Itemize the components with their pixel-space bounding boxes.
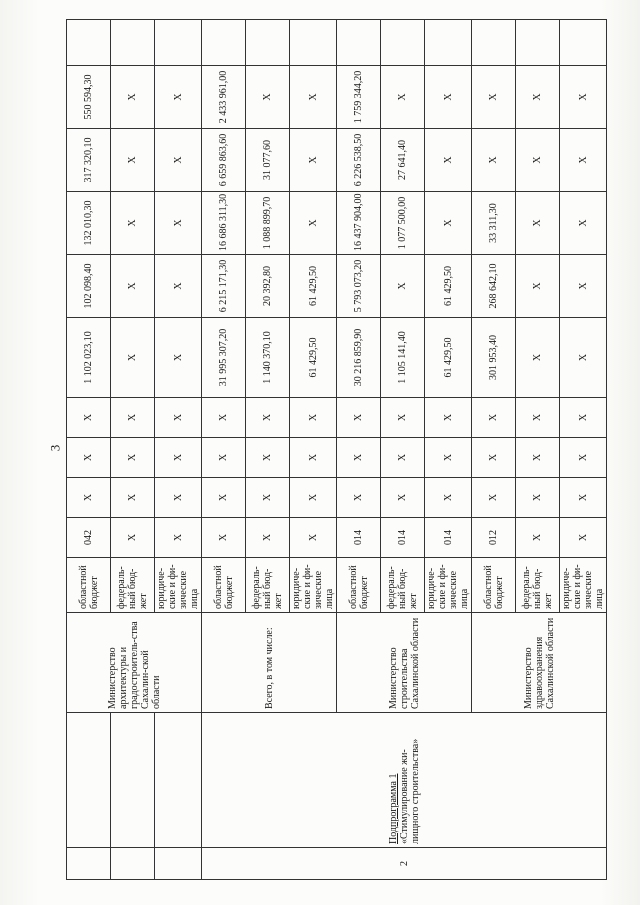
code-cell: Х (155, 518, 202, 558)
source-cell: юридиче-ские и фи-зические лица (290, 558, 337, 613)
code-cell: 014 (425, 518, 472, 558)
year-cell: Х (381, 255, 425, 318)
code-cell: Х (472, 478, 516, 518)
year-cell: 268 642,10 (472, 255, 516, 318)
year-cell: 33 311,30 (472, 192, 516, 255)
code-cell: Х (290, 398, 337, 438)
empty-cell (381, 20, 425, 66)
year-cell: 5 793 073,20 (337, 255, 381, 318)
total-cell: 30 216 859,90 (337, 318, 381, 398)
code-cell: Х (290, 518, 337, 558)
code-cell: Х (337, 438, 381, 478)
total-cell: Х (155, 318, 202, 398)
year-cell: Х (425, 129, 472, 192)
total-cell: Х (111, 318, 155, 398)
code-cell: Х (290, 478, 337, 518)
table-row (67, 20, 111, 880)
year-cell: 1 088 899,70 (246, 192, 290, 255)
empty-cell (560, 20, 607, 66)
code-cell: Х (560, 478, 607, 518)
total-cell: 1 105 141,40 (381, 318, 425, 398)
year-cell: Х (111, 66, 155, 129)
empty-cell (337, 20, 381, 66)
subprogram-name: «Стимулирование жи-лищного строительства» (398, 738, 421, 844)
year-cell: 6 226 538,50 (337, 129, 381, 192)
year-cell: Х (155, 192, 202, 255)
code-cell: Х (111, 478, 155, 518)
code-cell: Х (472, 398, 516, 438)
year-cell: 132 010,30 (67, 192, 111, 255)
empty-cell (516, 20, 560, 66)
year-cell: Х (155, 129, 202, 192)
code-cell: 014 (381, 518, 425, 558)
source-cell: областной бюджет (67, 558, 111, 613)
code-cell: Х (155, 478, 202, 518)
year-cell: Х (560, 192, 607, 255)
org-cell: Министерство строительства Сахалинской области (337, 613, 472, 713)
code-cell: 012 (472, 518, 516, 558)
year-cell: Х (516, 255, 560, 318)
table-row (202, 20, 246, 880)
code-cell: Х (425, 478, 472, 518)
total-cell: 61 429,50 (425, 318, 472, 398)
year-cell: 102 098,40 (67, 255, 111, 318)
code-cell: Х (381, 438, 425, 478)
table-row (155, 20, 202, 880)
table-body (67, 20, 607, 880)
total-cell: Х (560, 318, 607, 398)
year-cell: Х (516, 192, 560, 255)
year-cell: 550 594,30 (67, 66, 111, 129)
code-cell: Х (516, 398, 560, 438)
year-cell: 6 659 863,60 (202, 129, 246, 192)
source-cell: федераль-ный бюд-жет (246, 558, 290, 613)
source-cell: федераль-ный бюд-жет (381, 558, 425, 613)
total-cell: 1 102 023,10 (67, 318, 111, 398)
code-cell: Х (246, 518, 290, 558)
year-cell: 27 641,40 (381, 129, 425, 192)
empty-cell (425, 20, 472, 66)
code-cell: Х (425, 438, 472, 478)
source-cell: областной бюджет (337, 558, 381, 613)
total-cell: 1 140 370,10 (246, 318, 290, 398)
code-cell: Х (111, 438, 155, 478)
code-cell: Х (202, 518, 246, 558)
code-cell: Х (202, 438, 246, 478)
year-cell: Х (155, 66, 202, 129)
code-cell: Х (337, 478, 381, 518)
empty-cell (67, 713, 111, 848)
code-cell: Х (516, 438, 560, 478)
year-cell: Х (290, 66, 337, 129)
year-cell: 16 686 311,30 (202, 192, 246, 255)
year-cell: 16 437 904,00 (337, 192, 381, 255)
year-cell: Х (290, 192, 337, 255)
year-cell: 31 077,60 (246, 129, 290, 192)
subprogram-title: Подпрограмма 1 (387, 773, 399, 844)
code-cell: Х (560, 398, 607, 438)
code-cell: Х (290, 438, 337, 478)
source-cell: областной бюджет (472, 558, 516, 613)
year-cell: 6 215 171,30 (202, 255, 246, 318)
total-cell: 31 995 307,20 (202, 318, 246, 398)
year-cell: Х (560, 66, 607, 129)
year-cell: Х (111, 192, 155, 255)
code-cell: Х (560, 438, 607, 478)
year-cell: Х (516, 66, 560, 129)
org-cell: Министерство здравоохранения Сахалинской области (472, 613, 607, 713)
code-cell: Х (516, 518, 560, 558)
code-cell: Х (67, 438, 111, 478)
empty-cell (111, 713, 155, 848)
code-cell: Х (381, 398, 425, 438)
code-cell: Х (111, 518, 155, 558)
org-cell: Министерство архитектуры и градостроитель-ства Сахалин-ской области (67, 613, 202, 713)
code-cell: Х (381, 478, 425, 518)
code-cell: Х (202, 398, 246, 438)
org-cell: Всего, в том числе: (202, 613, 337, 713)
empty-cell (290, 20, 337, 66)
code-cell: Х (111, 398, 155, 438)
code-cell: Х (560, 518, 607, 558)
total-cell: 61 429,50 (290, 318, 337, 398)
code-cell: Х (246, 398, 290, 438)
year-cell: Х (472, 129, 516, 192)
year-cell: 317 320,10 (67, 129, 111, 192)
year-cell: Х (111, 255, 155, 318)
code-cell: Х (67, 398, 111, 438)
year-cell: Х (560, 129, 607, 192)
code-cell: Х (472, 438, 516, 478)
empty-cell (155, 713, 202, 848)
empty-cell (246, 20, 290, 66)
page-number: 3 (47, 444, 63, 452)
source-cell: юридиче-ские и фи-зические лица (155, 558, 202, 613)
code-cell: Х (155, 398, 202, 438)
year-cell: Х (516, 129, 560, 192)
year-cell: 1 759 344,20 (337, 66, 381, 129)
source-cell: федераль-ный бюд-жет (516, 558, 560, 613)
year-cell: Х (290, 129, 337, 192)
empty-cell (67, 20, 111, 66)
empty-cell (67, 848, 111, 880)
code-cell: 014 (337, 518, 381, 558)
year-cell: Х (246, 66, 290, 129)
code-cell: Х (246, 438, 290, 478)
source-cell: областной бюджет (202, 558, 246, 613)
empty-cell (155, 20, 202, 66)
year-cell: Х (560, 255, 607, 318)
code-cell: Х (246, 478, 290, 518)
total-cell: 301 953,40 (472, 318, 516, 398)
code-cell: Х (202, 478, 246, 518)
year-cell: Х (425, 66, 472, 129)
code-cell: Х (516, 478, 560, 518)
year-cell: 61 429,50 (290, 255, 337, 318)
code-cell: Х (337, 398, 381, 438)
empty-cell (111, 848, 155, 880)
year-cell: Х (425, 192, 472, 255)
empty-cell (155, 848, 202, 880)
budget-table (66, 19, 607, 880)
code-cell: 042 (67, 518, 111, 558)
table-row (111, 20, 155, 880)
year-cell: Х (381, 66, 425, 129)
year-cell: 1 077 500,00 (381, 192, 425, 255)
year-cell: Х (111, 129, 155, 192)
source-cell: юридиче-ские и фи-зические лица (560, 558, 607, 613)
rotated-table-wrapper (66, 20, 626, 880)
year-cell: 20 392,80 (246, 255, 290, 318)
empty-cell (202, 20, 246, 66)
source-cell: федераль-ный бюд-жет (111, 558, 155, 613)
total-cell: Х (516, 318, 560, 398)
code-cell: Х (67, 478, 111, 518)
empty-cell (472, 20, 516, 66)
code-cell: Х (155, 438, 202, 478)
row-number-cell: 2 (202, 848, 607, 880)
source-cell: юридиче-ские и фи-зические лица (425, 558, 472, 613)
empty-cell (111, 20, 155, 66)
subprogram-cell (202, 713, 607, 848)
year-cell: Х (155, 255, 202, 318)
code-cell: Х (425, 398, 472, 438)
year-cell: 2 433 961,00 (202, 66, 246, 129)
year-cell: 61 429,50 (425, 255, 472, 318)
year-cell: Х (472, 66, 516, 129)
